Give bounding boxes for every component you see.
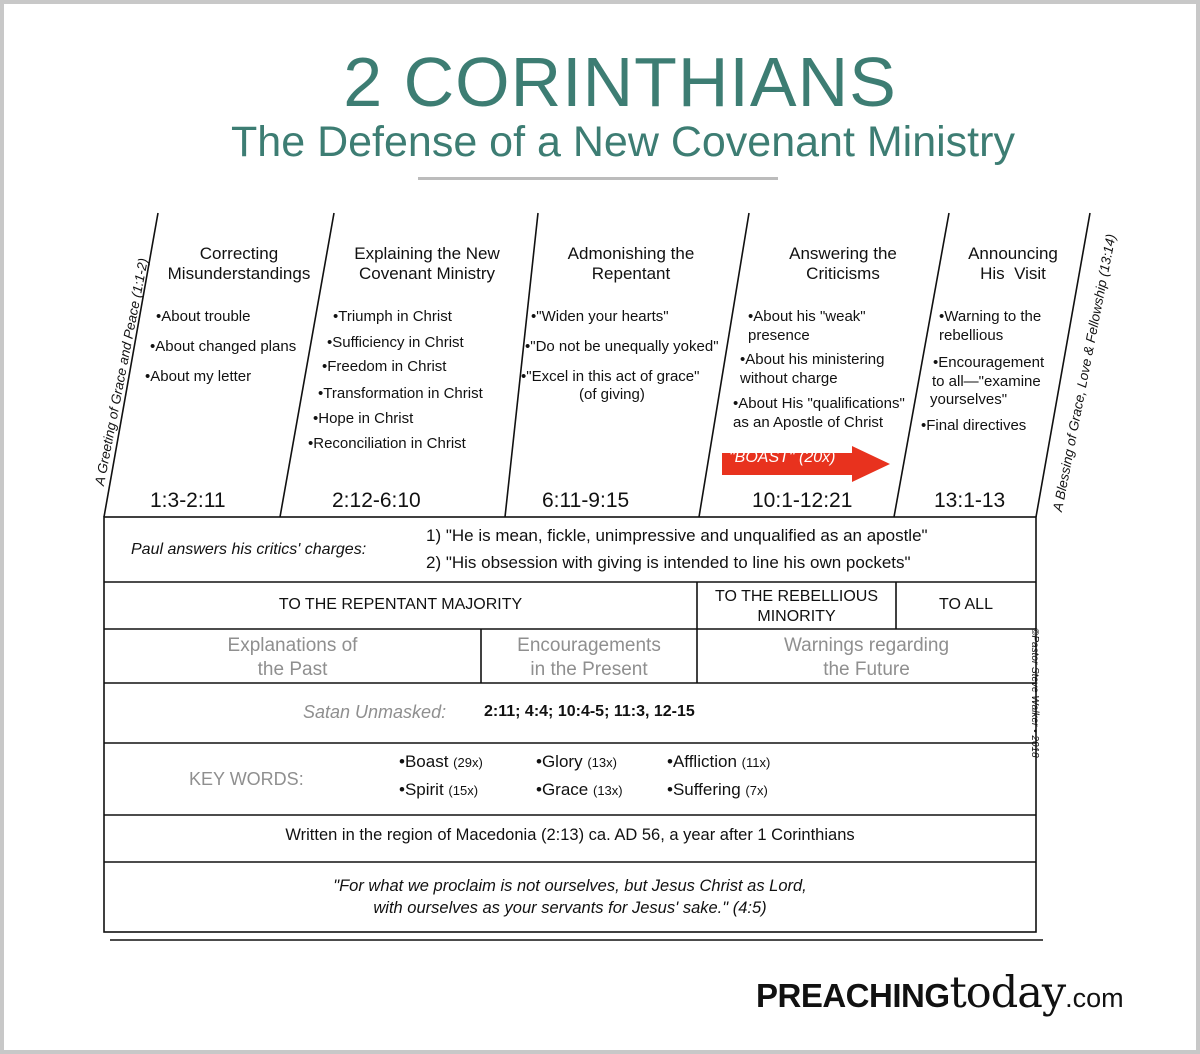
section-5-heading: [950, 244, 1076, 284]
section-4-bullet: •About his ministering: [740, 351, 885, 368]
section-1-reference: 1:3-2:11: [150, 489, 226, 512]
page-subtitle: The Defense of a New Covenant Ministry: [231, 118, 1015, 166]
audience-majority: TO THE REPENTANT MAJORITY: [278, 596, 523, 613]
section-1-heading-line-1: Correcting: [199, 244, 279, 263]
section-5-bullet: •Encouragement: [933, 354, 1045, 371]
preaching-today-logo[interactable]: [756, 968, 1124, 1018]
key-word-count: (15x): [448, 783, 479, 798]
section-1-heading: [160, 244, 318, 284]
section-1-bullet: •About trouble: [156, 308, 251, 325]
section-5-bullet-cont: rebellious: [939, 327, 1004, 344]
section-2-reference: 2:12-6:10: [332, 489, 421, 512]
greeting-vertical-text: A Greeting of Grace and Peace (1:1-2): [92, 256, 151, 487]
section-4-heading: [764, 244, 922, 284]
section-3-reference: 6:11-9:15: [542, 489, 630, 512]
quote-line-1: "For what we proclaim is not ourselves, but Jesus Christ as Lord,: [333, 877, 807, 895]
key-word-count: (13x): [587, 755, 617, 770]
logo-bold-text: PREACHING: [756, 977, 950, 1014]
section-2-bullet: •Triumph in Christ: [333, 308, 452, 325]
section-2-bullet: •Reconciliation in Christ: [308, 435, 466, 452]
charges-label: Paul answers his critics' charges:: [131, 541, 367, 558]
satan-references: 2:11; 4:4; 10:4-5; 11:3, 12-15: [484, 703, 695, 720]
key-word-suffering: [667, 780, 768, 800]
timeframe-past-line-2: the Past: [257, 659, 328, 680]
section-4-bullet-cont: as an Apostle of Christ: [733, 414, 884, 431]
key-word-text: •Grace: [536, 780, 589, 799]
section-5-reference: 13:1-13: [934, 489, 1006, 512]
charge-item-2: 2) "His obsession with giving is intended to line his own pockets": [426, 553, 911, 572]
boast-label: "BOAST" (20x): [729, 449, 836, 466]
timeframe-past: [104, 634, 481, 682]
blessing-vertical-text: A Blessing of Grace, Love & Fellowship (13:14): [1050, 232, 1119, 513]
section-5-bullet: •Final directives: [921, 417, 1027, 434]
section-4-bullet: •About His "qualifications": [733, 395, 905, 412]
section-1-heading-line-2: Misunderstandings: [167, 264, 311, 283]
section-2-heading-line-2: Covenant Ministry: [358, 264, 496, 283]
section-4-reference: 10:1-12:21: [752, 489, 853, 512]
section-1-bullet: •About changed plans: [150, 338, 297, 355]
audience-minority-line-2: MINORITY: [757, 608, 836, 625]
section-4-bullet-cont: without charge: [740, 370, 838, 387]
section-3-bullet-note: (of giving): [579, 386, 645, 403]
key-word-count: (7x): [745, 783, 768, 798]
section-3-bullet: •"Widen your hearts": [531, 308, 669, 325]
timeframe-present-line-1: Encouragements: [517, 635, 661, 656]
key-word-text: •Boast: [399, 752, 449, 771]
key-verse-quote: [104, 875, 1036, 919]
section-3-heading: [552, 244, 710, 284]
charge-item-1: 1) "He is mean, fickle, unimpressive and unqualified as an apostle": [426, 526, 928, 545]
logo-serif-text: today: [949, 968, 1066, 1018]
section-5-bullet: •Warning to the: [939, 308, 1042, 325]
audience-all: TO ALL: [939, 596, 993, 613]
key-word-count: (11x): [741, 755, 771, 770]
key-word-boast: [399, 752, 483, 772]
audience-minority-line-1: TO THE REBELLIOUS: [714, 588, 878, 605]
section-1-bullet: •About my letter: [145, 368, 252, 385]
section-4-bullet-cont: presence: [748, 327, 810, 344]
timeframe-present: [481, 634, 697, 682]
timeframe-future-line-1: Warnings regarding: [783, 635, 950, 656]
logo-suffix-text: .com: [1065, 983, 1124, 1013]
key-word-text: •Glory: [536, 752, 583, 771]
table-border: [104, 517, 1036, 932]
key-word-count: (13x): [592, 783, 623, 798]
key-word-glory: [536, 752, 617, 772]
timeframe-present-line-2: in the Present: [530, 659, 648, 680]
key-word-spirit: [399, 780, 478, 800]
section-2-bullet: •Sufficiency in Christ: [327, 334, 464, 351]
page-title: 2 CORINTHIANS: [343, 43, 897, 121]
section-5-bullet-cont: yourselves": [930, 391, 1008, 408]
satan-label: Satan Unmasked:: [303, 702, 447, 722]
timeframe-future: [697, 634, 1036, 682]
written-note: Written in the region of Macedonia (2:13) ca. AD 56, a year after 1 Corinthians: [285, 826, 855, 844]
copyright-note: ©Pastor Steve Walker • 2018: [1029, 628, 1040, 758]
key-word-count: (29x): [453, 755, 483, 770]
section-3-heading-line-2: Repentant: [591, 264, 671, 283]
timeframe-past-line-1: Explanations of: [227, 635, 358, 656]
key-word-text: •Suffering: [667, 780, 741, 799]
section-3-bullet: •"Do not be unequally yoked": [525, 338, 719, 355]
section-4-bullet: •About his "weak": [748, 308, 866, 325]
key-word-text: •Affliction: [667, 752, 737, 771]
section-5-heading-line-2: His Visit: [980, 264, 1046, 283]
section-4-heading-line-1: Answering the: [789, 244, 897, 263]
section-2-heading-line-1: Explaining the New: [354, 244, 500, 263]
section-2-bullet: •Freedom in Christ: [322, 358, 447, 375]
section-3-heading-line-1: Admonishing the: [567, 244, 695, 263]
key-word-affliction: [667, 752, 770, 772]
section-2-bullet: •Hope in Christ: [313, 410, 414, 427]
section-2-bullet: •Transformation in Christ: [318, 385, 483, 402]
section-5-bullet-cont: to all—"examine: [932, 373, 1041, 390]
quote-line-2: with ourselves as your servants for Jesus' sake." (4:5): [373, 899, 767, 917]
section-5-heading-line-1: Announcing: [968, 244, 1058, 263]
key-words-label: KEY WORDS:: [189, 769, 304, 789]
audience-minority: [697, 587, 896, 627]
section-2-heading: [340, 244, 514, 284]
key-word-grace: [536, 780, 623, 800]
section-4-heading-line-2: Criticisms: [806, 264, 880, 283]
timeframe-future-line-2: the Future: [823, 659, 910, 680]
section-3-bullet: •"Excel in this act of grace": [521, 368, 700, 385]
key-word-text: •Spirit: [399, 780, 444, 799]
